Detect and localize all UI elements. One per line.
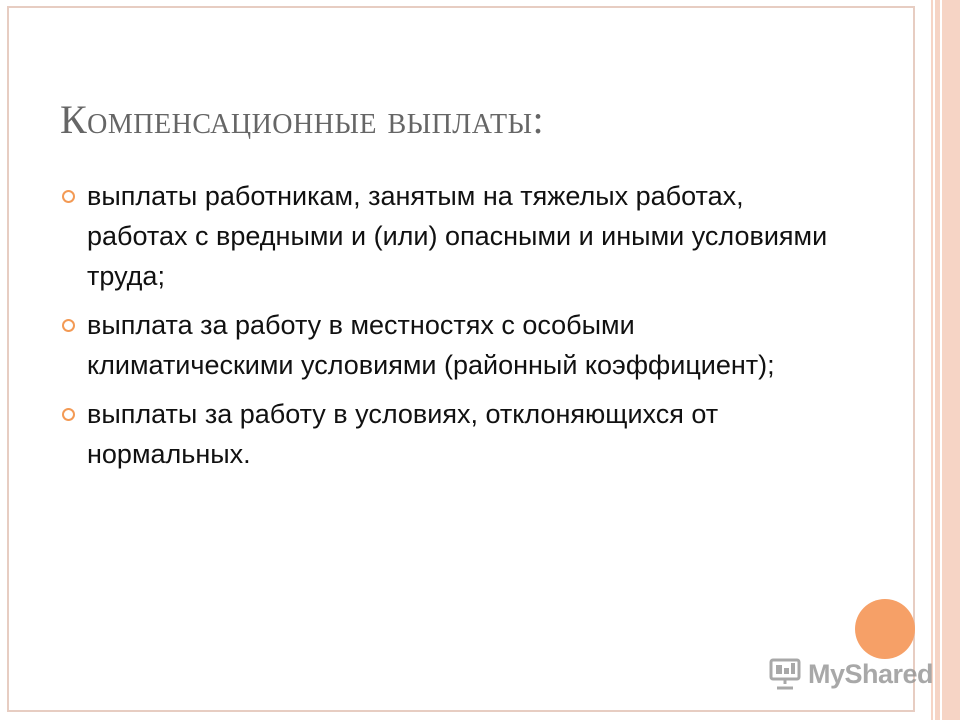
- bullet-text: выплаты работникам, занятым на тяжелых работах, работах с вредными и (или) опасными и иными условиями труда;: [87, 181, 828, 291]
- band-stripe: [933, 0, 935, 720]
- watermark-label: MyShared: [808, 658, 934, 689]
- bullet-item: [62, 305, 842, 385]
- band-stripe: [940, 0, 942, 720]
- orange-circle-decoration: [855, 599, 915, 659]
- bullet-text: выплаты за работу в условиях, отклоняющихся от нормальных.: [87, 399, 719, 469]
- ring-bullet-icon: [62, 190, 75, 203]
- bullet-item: [62, 394, 842, 474]
- slide-title: Компенсационные выплаты:: [60, 97, 545, 142]
- bullet-item: [62, 176, 842, 296]
- bullet-text: выплата за работу в местностях с особыми климатическими условиями (районный коэффициент);: [87, 310, 775, 380]
- ring-bullet-icon: [62, 319, 75, 332]
- bullet-list: [62, 176, 842, 483]
- ring-bullet-icon: [62, 408, 75, 421]
- right-decor-band: [931, 0, 960, 720]
- presentation-board-icon: [768, 657, 802, 691]
- myshared-watermark[interactable]: [768, 657, 933, 691]
